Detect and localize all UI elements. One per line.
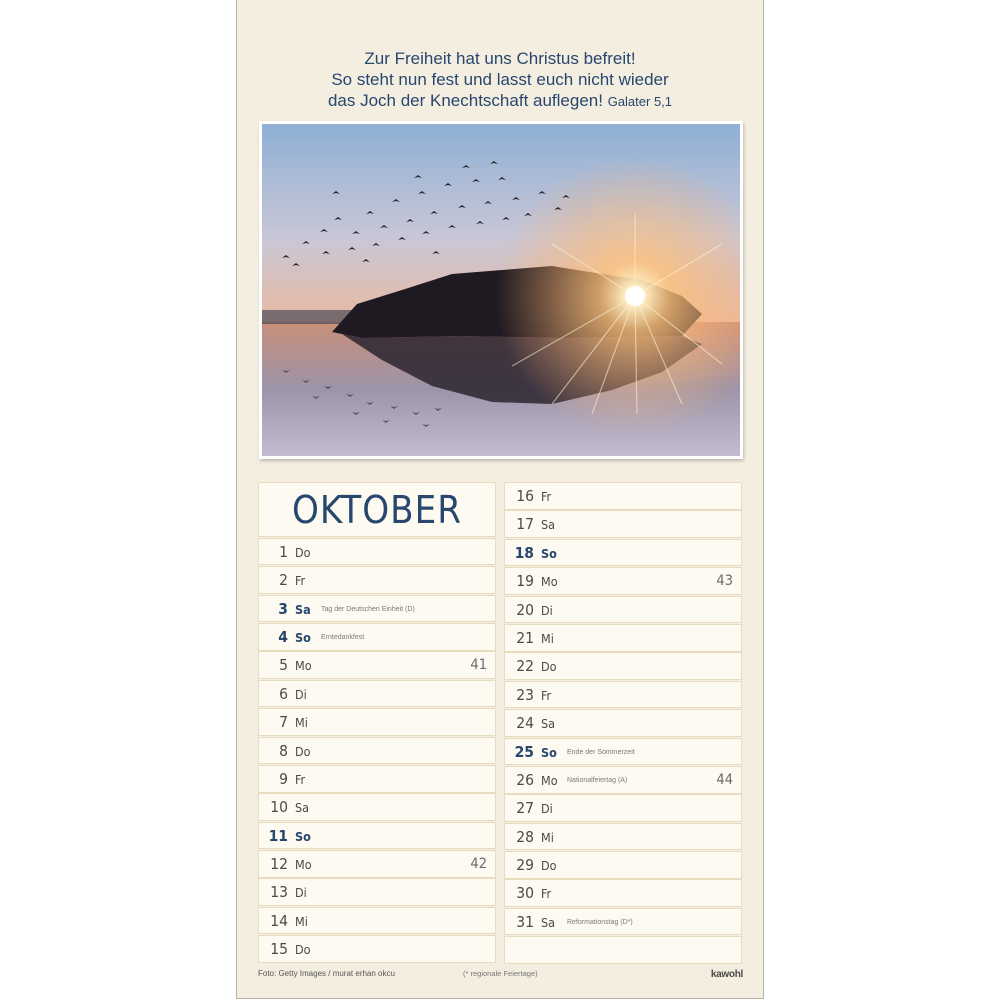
day-number: 20: [516, 600, 534, 619]
day-number: 17: [516, 515, 534, 534]
day-row: [258, 708, 496, 736]
day-of-week: Sa: [541, 914, 556, 930]
day-row: [504, 539, 742, 567]
day-number: 11: [268, 826, 288, 845]
day-of-week: So: [295, 629, 311, 645]
day-row: [504, 766, 742, 794]
photo-credit: Foto: Getty Images / murat erhan okcu: [258, 969, 395, 978]
month-title-box: [258, 482, 496, 537]
day-number: 19: [516, 572, 534, 591]
verse-line-2: So steht nun fest und lasst euch nicht wieder: [331, 70, 669, 89]
day-number: 13: [270, 883, 288, 902]
day-of-week: Mo: [295, 658, 312, 674]
day-row: [258, 680, 496, 708]
day-of-week: Mo: [541, 574, 558, 590]
day-number: 10: [270, 798, 288, 817]
day-number: 23: [516, 685, 534, 704]
day-row: [258, 737, 496, 765]
day-of-week: Fr: [541, 687, 552, 703]
day-row: [504, 879, 742, 907]
day-row: [258, 566, 496, 594]
day-row: [504, 596, 742, 624]
calendar-page: [236, 0, 764, 999]
bible-verse: [237, 48, 763, 112]
day-of-week: Di: [541, 602, 553, 618]
day-of-week: Fr: [541, 489, 552, 504]
publisher-logo: kawohl: [710, 969, 743, 980]
day-row: [504, 794, 742, 822]
day-of-week: Mi: [541, 630, 554, 646]
day-row: [258, 822, 496, 850]
holiday-note: Ende der Sommerzeit: [567, 748, 635, 756]
day-of-week: Di: [295, 885, 307, 901]
day-row: [258, 907, 496, 935]
day-number: 1: [279, 542, 288, 561]
day-number: 30: [516, 884, 534, 903]
day-number: 24: [516, 714, 534, 733]
day-of-week: Fr: [295, 573, 306, 589]
day-of-week: Mo: [295, 857, 312, 873]
day-number: 14: [270, 911, 288, 930]
day-number: 21: [516, 628, 534, 647]
day-number: 27: [516, 799, 534, 818]
calendar-right-column: [504, 482, 742, 965]
day-of-week: So: [541, 545, 557, 561]
day-of-week: Di: [541, 801, 553, 817]
day-number: 31: [516, 912, 534, 931]
holiday-note: Nationalfeiertag (A): [567, 776, 628, 784]
day-of-week: Do: [295, 942, 311, 958]
holiday-note: Reformationstag (D*): [567, 918, 633, 926]
day-of-week: Mo: [541, 772, 558, 788]
day-number: 26: [516, 770, 534, 789]
day-row: [258, 935, 496, 963]
day-number: 8: [279, 741, 288, 760]
day-number: 25: [514, 742, 534, 761]
day-row: [504, 908, 742, 936]
day-row: [504, 652, 742, 680]
day-of-week: Sa: [295, 601, 311, 617]
day-of-week: Do: [541, 858, 557, 874]
day-of-week: Do: [541, 659, 557, 675]
day-row: [504, 823, 742, 851]
day-of-week: Sa: [541, 517, 556, 533]
day-row: [504, 936, 742, 964]
day-of-week: Fr: [541, 886, 552, 902]
day-number: 7: [279, 713, 288, 732]
week-number: 43: [716, 573, 733, 590]
day-of-week: So: [295, 828, 311, 844]
verse-reference: Galater 5,1: [607, 94, 673, 109]
day-number: 2: [279, 571, 288, 590]
day-of-week: Sa: [295, 800, 310, 816]
month-title: OKTOBER: [292, 488, 462, 532]
calendar-left-column: [258, 482, 496, 964]
day-of-week: Mi: [541, 829, 554, 845]
week-number: 42: [470, 856, 487, 873]
day-row: [258, 651, 496, 679]
day-row: [504, 851, 742, 879]
verse-line-3-text: das Joch der Knechtschaft auflegen!: [327, 91, 603, 110]
day-of-week: Fr: [295, 771, 306, 787]
photo-frame: [259, 121, 743, 459]
day-number: 28: [516, 827, 534, 846]
verse-line-1: Zur Freiheit hat uns Christus befreit!: [364, 49, 636, 68]
day-of-week: Sa: [541, 716, 556, 732]
verse-line-3: [237, 90, 763, 112]
day-of-week: So: [541, 744, 557, 760]
day-number: 5: [279, 656, 288, 675]
day-row: [258, 850, 496, 878]
day-row: [504, 709, 742, 737]
day-number: 29: [516, 856, 534, 875]
day-row: [504, 510, 742, 538]
day-number: 9: [279, 769, 288, 788]
day-row: [258, 793, 496, 821]
day-of-week: Do: [295, 743, 311, 759]
day-number: 15: [270, 940, 288, 959]
day-row: [504, 681, 742, 709]
day-row: [258, 623, 496, 651]
day-of-week: Do: [295, 544, 311, 560]
day-of-week: Mi: [295, 913, 308, 929]
day-row: [504, 482, 742, 510]
day-number: 3: [278, 599, 288, 618]
day-of-week: Di: [295, 686, 307, 702]
day-row: [258, 765, 496, 793]
day-row: [258, 595, 496, 623]
day-number: 22: [516, 657, 534, 676]
day-of-week: Mi: [295, 715, 308, 731]
day-row: [504, 567, 742, 595]
holiday-legend: (* regionale Feiertage): [463, 969, 538, 978]
day-number: 18: [514, 543, 534, 562]
week-number: 41: [470, 657, 487, 674]
holiday-note: Erntedankfest: [321, 633, 365, 641]
holiday-note: Tag der Deutschen Einheit (D): [321, 605, 415, 613]
day-number: 4: [278, 627, 288, 646]
week-number: 44: [716, 771, 733, 788]
day-row: [504, 624, 742, 652]
day-row: [258, 878, 496, 906]
sunset-photo: [262, 124, 740, 456]
day-number: 6: [279, 684, 288, 703]
day-number: 12: [270, 855, 288, 874]
day-row: [504, 738, 742, 766]
day-row: [258, 538, 496, 566]
day-number: 16: [516, 487, 534, 505]
